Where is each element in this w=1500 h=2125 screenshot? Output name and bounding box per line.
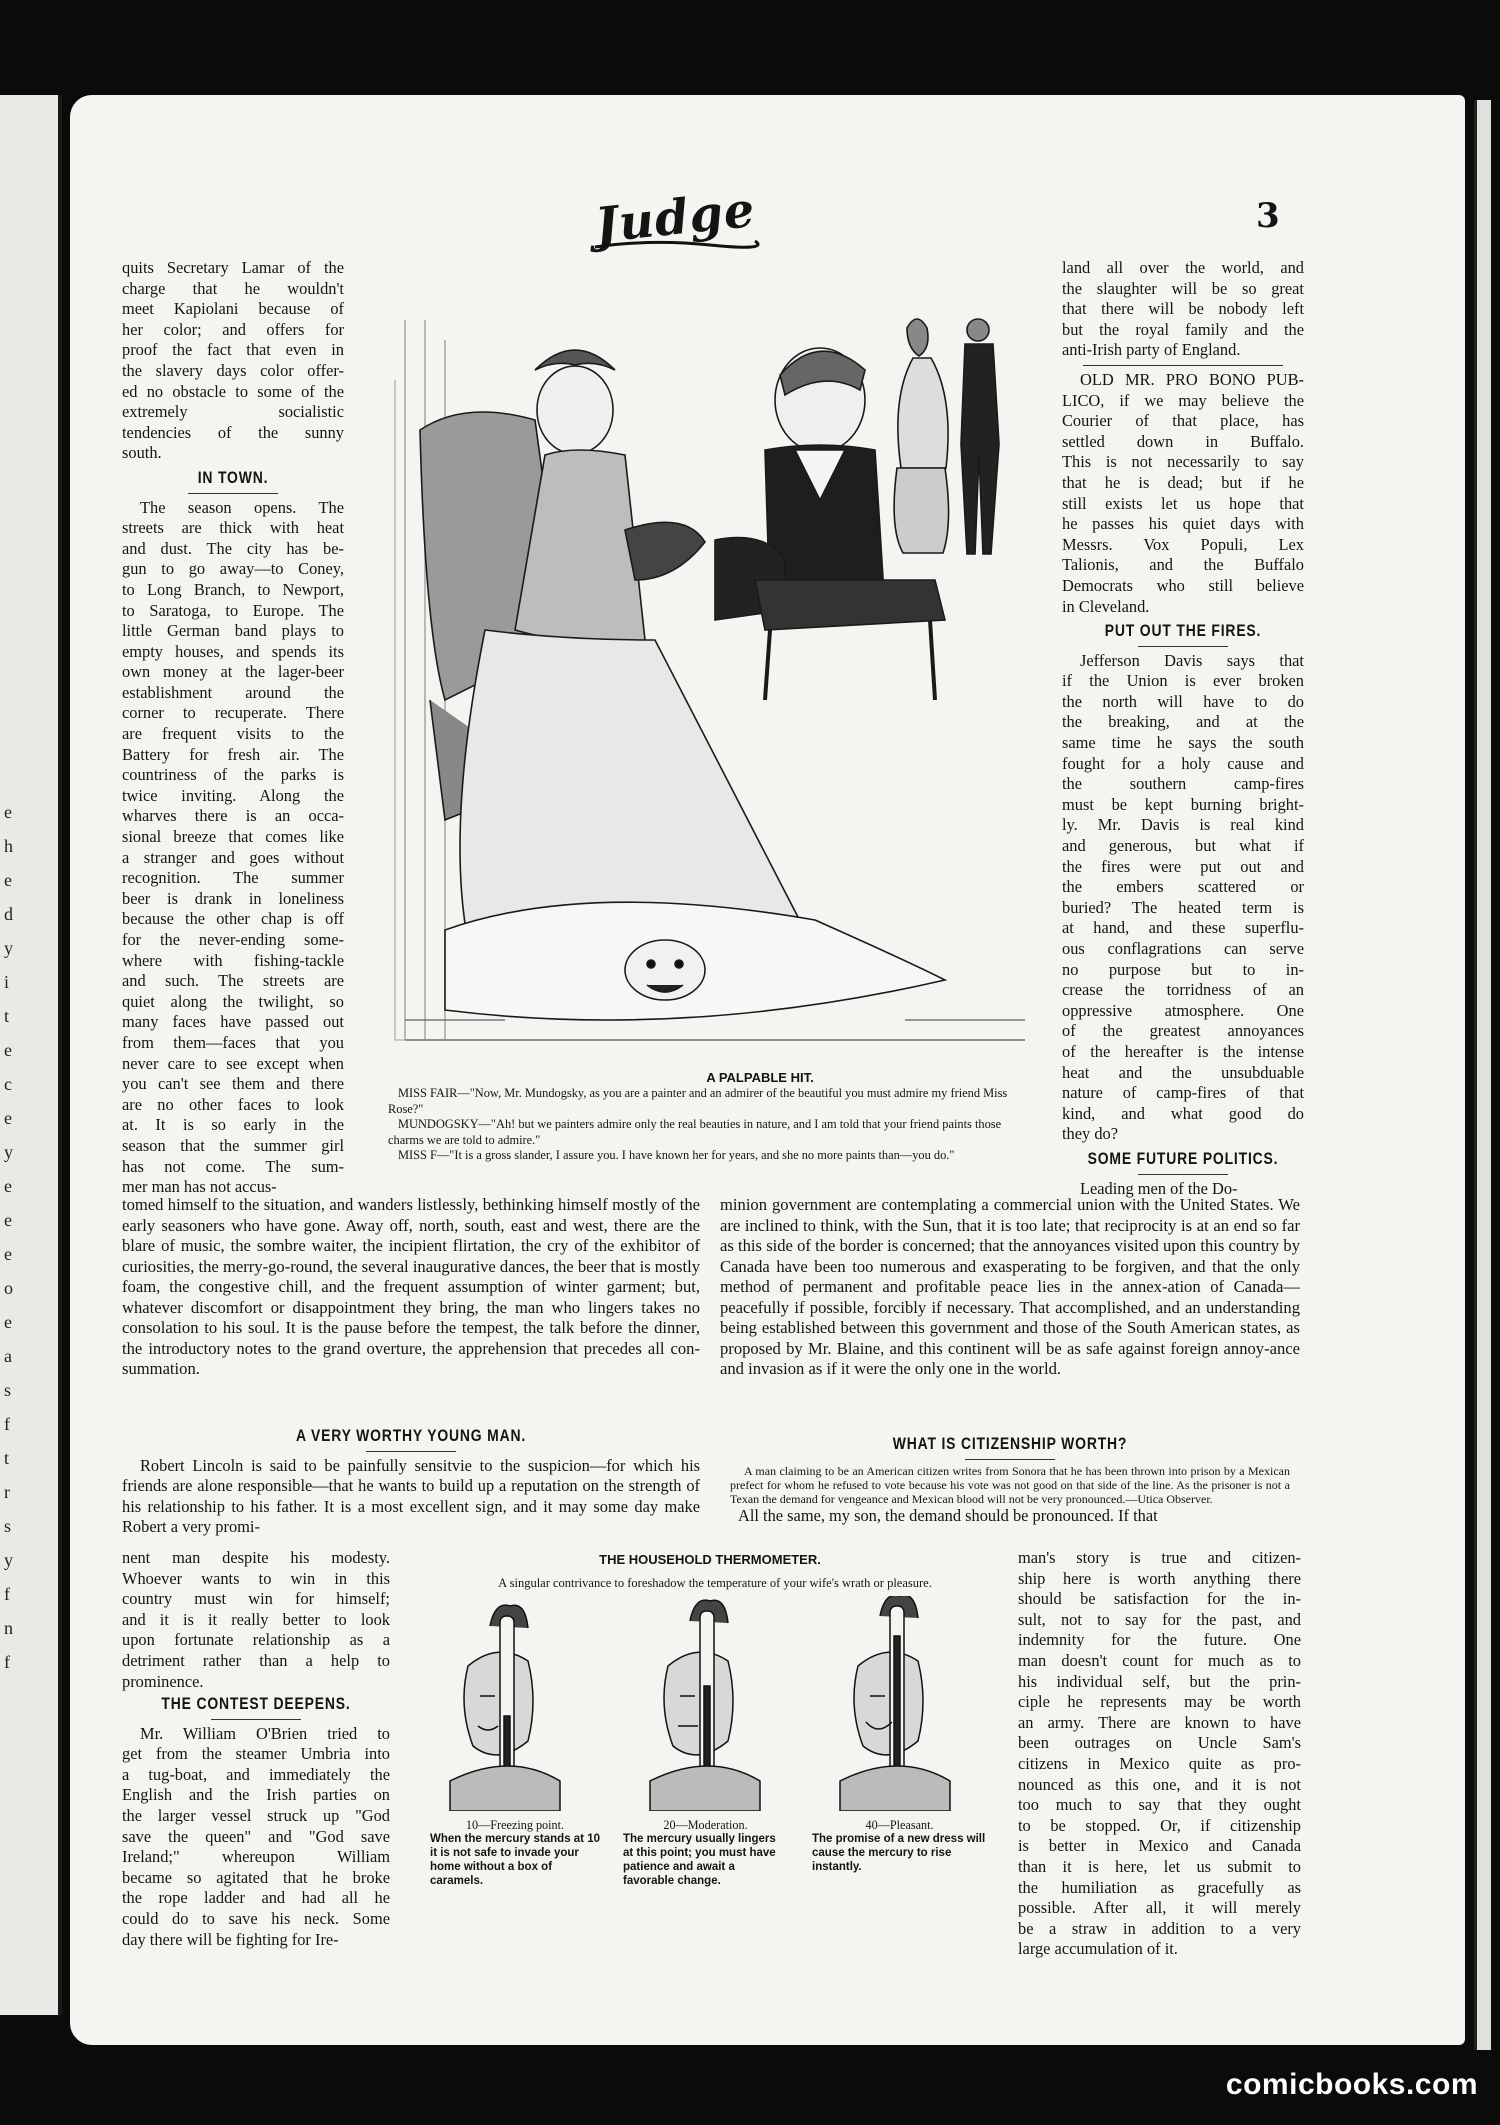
text-line: This is not necessarily to say <box>1062 452 1304 472</box>
text-line: an army. There are known to have <box>1018 1712 1301 1732</box>
text-line: country must win for himself; <box>122 1589 390 1609</box>
text-line: must be kept burning bright- <box>1062 794 1304 814</box>
text-line: of the hereafter is the intense <box>1062 1041 1304 1061</box>
text-line: never care to see except when <box>122 1053 344 1073</box>
future-politics-heading: SOME FUTURE POLITICS. <box>1087 1148 1279 1168</box>
text-line: they do? <box>1062 1124 1118 1144</box>
text-line: upon fortunate relationship as a <box>122 1630 390 1650</box>
panel-3-label: 40—Pleasant. <box>865 1818 934 1832</box>
thermometer-drawing <box>420 1596 1000 1811</box>
text-line: recognition. The summer <box>122 868 344 888</box>
in-town-heading: IN TOWN. <box>197 467 269 487</box>
text-line: could do to save his neck. Some <box>122 1908 390 1928</box>
heading-rule <box>965 1459 1055 1460</box>
in-town-text <box>122 498 344 1198</box>
text-line: charge that he wouldn't <box>122 278 344 298</box>
judge-logo: Judge <box>592 181 758 255</box>
text-line: wharves there is an occa- <box>122 806 344 826</box>
text-line: at. It is so early in the <box>122 1115 344 1135</box>
caption-line-2: MUNDOGSKY—"Ah! but we painters admire only the real beauties in nature, and I am told that your friend paints those charms we are told to admire." <box>388 1117 1002 1147</box>
heading-rule <box>188 493 278 494</box>
text-line: and it is it really better to look <box>122 1609 390 1629</box>
text-line: be a straw in addition to a very <box>1018 1918 1301 1938</box>
text-line: mer man has not accus- <box>122 1177 277 1197</box>
text-line: day there will be fighting for Ire- <box>122 1929 339 1949</box>
text-line: season that the summer girl <box>122 1135 344 1155</box>
text-line: prominence. <box>122 1671 204 1691</box>
text-line: still exists let us hope that <box>1062 493 1304 513</box>
text-line: is better in Mexico and Canada <box>1018 1836 1301 1856</box>
text-line: because the other chap is off <box>122 909 344 929</box>
right-column <box>1062 258 1304 1199</box>
text-line: English and the Irish parties on <box>122 1785 390 1805</box>
facing-page-letter: a <box>4 1346 12 1366</box>
text-line: but the royal family and the <box>1062 319 1304 339</box>
text-line: the embers scattered or <box>1062 877 1304 897</box>
palpable-hit-illustration <box>385 280 1025 1055</box>
panel-1-text: When the mercury stands at 10 it is not safe to invade your home without a box of caramels. <box>430 1833 600 1887</box>
thermometer-title: THE HOUSEHOLD THERMOMETER. <box>599 1552 821 1567</box>
text-line: the slavery days color offer- <box>122 360 344 380</box>
facing-page-letter: e <box>4 1244 12 1264</box>
text-line: own money at the lager-beer <box>122 662 344 682</box>
facing-page-letter: e <box>4 1210 12 1230</box>
thermometer-panel-2 <box>623 1818 788 1888</box>
text-line: man's story is true and citizen- <box>1018 1548 1301 1567</box>
text-line: nounced as this one, and it is not <box>1018 1774 1301 1794</box>
facing-page-letter: f <box>4 1414 10 1434</box>
text-line: been outrages on Uncle Sam's <box>1018 1733 1301 1753</box>
text-line: sional breeze that comes like <box>122 827 344 847</box>
text-line: the rope ladder and had all he <box>122 1888 390 1908</box>
text-line: south. <box>122 443 162 463</box>
text-line: that there will be nobody left <box>1062 299 1304 319</box>
facing-page-letter: i <box>4 972 10 992</box>
facing-page-letter: e <box>4 1312 12 1332</box>
text-line: the fires were put out and <box>1062 856 1304 876</box>
worthy-young-man-continued <box>122 1548 390 1692</box>
palpable-hit-drawing <box>385 280 1025 1055</box>
text-line: buried? The heated term is <box>1062 897 1304 917</box>
text-line: possible. After all, it will merely <box>1018 1898 1301 1918</box>
text-line: from them—faces that you <box>122 1032 344 1052</box>
facing-page-letter: y <box>4 1550 13 1570</box>
face-pleasant <box>840 1596 950 1811</box>
text-line: Talionis, and the Buffalo <box>1062 555 1304 575</box>
text-line: meet Kapiolani because of <box>122 299 344 319</box>
text-line: nent man despite his modesty. <box>122 1548 390 1567</box>
text-line: and such. The streets are <box>122 971 344 991</box>
panel-2-label: 20—Moderation. <box>663 1818 748 1832</box>
text-line: OLD MR. PRO BONO PUB- <box>1080 369 1304 389</box>
text-line: no purpose but to in- <box>1062 959 1304 979</box>
facing-page-letter: r <box>4 1482 10 1502</box>
text-line: Jefferson Davis says that <box>1080 650 1304 670</box>
panel-2-text: The mercury usually lingers at this point; you must have patience and await a favorable change. <box>623 1833 776 1887</box>
text-line: proof the fact that even in <box>122 340 344 360</box>
text-line: ship here is worth anything there <box>1018 1568 1301 1588</box>
citizenship-quote: A man claiming to be an American citizen writes from Sonora that he has been thrown into prison by a Mexican prefect for whom he refused to vote because his vote was not good on that side of the line. As the prisoner is not a Texan the demand for vengeance and Mexican blood will not be very pronounced.—Utica Observer. <box>730 1463 1290 1506</box>
ireland-continued-text <box>1062 258 1304 361</box>
facing-page-letter: y <box>4 1142 13 1162</box>
text-line: extremely socialistic <box>122 402 344 422</box>
thermometer-panel-3 <box>812 1818 987 1874</box>
text-line: in Cleveland. <box>1062 596 1150 616</box>
text-line: and dust. The city has be- <box>122 538 344 558</box>
text-line: has not come. The sum- <box>122 1156 344 1176</box>
text-line: get from the steamer Umbria into <box>122 1744 390 1764</box>
text-line: citizens in Mexico quite as pro- <box>1018 1753 1301 1773</box>
text-line: if the Union is ever broken <box>1062 671 1304 691</box>
text-line: tendencies of the sunny <box>122 422 344 442</box>
worthy-young-man-text: Robert Lincoln is said to be painfully sensitvie to the suspicion—for which his friends are alone responsible—that he wants to build up a reputation on the strength of his relationship to his father. It is a most excellent sign, and it may some day make Robert a very promi- <box>122 1455 700 1537</box>
thermometer-subtitle: A singular contrivance to foreshadow the temperature of your wife's wrath or pleasure. <box>498 1576 932 1590</box>
text-line: establishment around the <box>122 682 344 702</box>
text-line: Courier of that place, has <box>1062 411 1304 431</box>
put-out-the-fires-heading: PUT OUT THE FIRES. <box>1104 621 1262 641</box>
text-line: anti-Irish party of England. <box>1062 340 1241 360</box>
caption-line-1: MISS FAIR—"Now, Mr. Mundogsky, as you are a painter and an admirer of the beautiful you must admire my friend Miss Rose?" <box>388 1086 1008 1116</box>
text-line: land all over the world, and <box>1062 258 1304 277</box>
panel-3-text: The promise of a new dress will cause the mercury to rise instantly. <box>812 1833 986 1873</box>
text-line: Whoever wants to win in this <box>122 1568 390 1588</box>
facing-page-letter: s <box>4 1516 12 1536</box>
text-line: the north will have to do <box>1062 691 1304 711</box>
text-line: large accumulation of it. <box>1018 1939 1178 1959</box>
contest-deepens-section <box>122 1690 390 1950</box>
face-moderation <box>650 1600 760 1811</box>
text-line: the larger vessel struck up "God <box>122 1805 390 1825</box>
text-line: The season opens. The <box>140 497 344 517</box>
section-rule <box>1083 365 1283 366</box>
text-line: where with fishing-tackle <box>122 950 344 970</box>
facing-page-edge <box>0 95 62 2015</box>
text-line: man doesn't count for much as to <box>1018 1650 1301 1670</box>
facing-page-letter: e <box>4 1108 12 1128</box>
logo-underline <box>590 235 760 255</box>
text-line: LICO, if we may believe the <box>1062 390 1304 410</box>
worthy-young-man-section <box>122 1422 700 1538</box>
facing-page-letter: e <box>4 1176 12 1196</box>
facing-page-letter: f <box>4 1584 10 1604</box>
left-column <box>122 258 344 1198</box>
text-line: the southern camp-fires <box>1062 774 1304 794</box>
text-line: at hand, and these superflu- <box>1062 918 1304 938</box>
facing-page-letter: o <box>4 1278 13 1298</box>
text-line: the breaking, and at the <box>1062 712 1304 732</box>
text-line: of the greatest annoyances <box>1062 1021 1304 1041</box>
thermometer-panel-1 <box>430 1818 600 1888</box>
citizenship-continued <box>1018 1548 1301 1960</box>
text-line: that he is dead; but if he <box>1062 472 1304 492</box>
facing-page-letter: e <box>4 802 12 822</box>
text-line: oppressive atmosphere. One <box>1062 1000 1304 1020</box>
future-politics-first-line: Leading men of the Do- <box>1080 1178 1238 1198</box>
text-line: many faces have passed out <box>122 1012 344 1032</box>
text-line: are frequent visits to the <box>122 724 344 744</box>
text-line: corner to recuperate. There <box>122 703 344 723</box>
text-line: to Long Branch, to Newport, <box>122 579 344 599</box>
facing-page-letter: n <box>4 1618 13 1638</box>
watermark: comicbooks.com <box>1225 2068 1478 2101</box>
text-line: and generous, but what if <box>1062 836 1304 856</box>
text-line: save the queen" and "God save <box>122 1826 390 1846</box>
text-line: a stranger and goes without <box>122 847 344 867</box>
citizenship-section <box>720 1430 1300 1526</box>
face-freezing <box>450 1605 560 1811</box>
text-line: to Saratoga, to Europe. The <box>122 600 344 620</box>
text-line: for the never-ending some- <box>122 930 344 949</box>
page-number: 3 <box>1256 196 1280 236</box>
contest-deepens-text <box>122 1724 390 1951</box>
text-line: quiet along the twilight, so <box>122 991 344 1011</box>
facing-page-letter: t <box>4 1448 10 1468</box>
facing-page-letter: e <box>4 1040 12 1060</box>
text-line: fought for a holy cause and <box>1062 753 1304 773</box>
text-line: settled down in Buffalo. <box>1062 431 1304 451</box>
text-line: should be satisfaction for the in- <box>1018 1589 1301 1609</box>
text-line: Messrs. Vox Populi, Lex <box>1062 534 1304 554</box>
text-line: than it is here, let us submit to <box>1018 1856 1301 1876</box>
facing-page-fragments <box>4 795 54 1679</box>
text-line: ciple he represents may be worth <box>1018 1692 1301 1712</box>
heading-rule <box>1138 646 1228 647</box>
heading-rule <box>211 1719 301 1720</box>
facing-page-letter: y <box>4 938 13 958</box>
text-line: gun to go away—to Coney, <box>122 559 344 579</box>
contest-deepens-heading: THE CONTEST DEEPENS. <box>161 1694 351 1713</box>
palpable-hit-caption <box>388 1086 1028 1164</box>
pro-bono-text <box>1062 370 1304 617</box>
text-line: ous conflagrations can serve <box>1062 939 1304 958</box>
text-line: Democrats who still believe <box>1062 575 1304 595</box>
text-line: he passes his quiet days with <box>1062 514 1304 534</box>
facing-page-letter: e <box>4 870 12 890</box>
text-line: became so agitated that he broke <box>122 1867 390 1887</box>
text-line: too much to say that they ought <box>1018 1795 1301 1815</box>
text-line: the humiliation as gracefully as <box>1018 1877 1301 1897</box>
text-line: to be stopped. Or, if citizenship <box>1018 1815 1301 1835</box>
text-line: streets are thick with heat <box>122 518 344 538</box>
text-line: Battery for fresh air. The <box>122 744 344 764</box>
text-line: empty houses, and spends its <box>122 641 344 661</box>
future-politics-continued: minion government are contemplating a commercial union with the United States. We are inclined to think, with the Sun, that it is too late; that reciprocity is at an end so far as this side of the border is concerned; that the annoyances visited upon this country by Canada have been too numerous and exasperating to be forgiven, and that the only method of permanent and profitable peace lies in the annex-ation of Canada—peacefully if possible, forcibly if necessary. That accomplished, and an understanding being established between this government and those of the South American states, as proposed by Mr. Blaine, and this continent will be as safe against foreign annoy-ance and invasion as if it were the only one in the world. <box>720 1195 1300 1378</box>
citizenship-heading: WHAT IS CITIZENSHIP WORTH? <box>892 1434 1128 1453</box>
text-line: indemnity for the future. One <box>1018 1630 1301 1650</box>
caption-line-3: MISS F—"It is a gross slander, I assure you. I have known her for years, and she no more paints than—you do." <box>398 1148 955 1162</box>
text-line: ed no obstacle to some of the <box>122 381 344 401</box>
text-line: the slaughter will be so great <box>1062 278 1304 298</box>
facing-page-letter: s <box>4 1380 12 1400</box>
text-line: her color; and offers for <box>122 319 344 339</box>
text-line: a tug-boat, and immediately the <box>122 1764 390 1784</box>
text-line: countriness of the parks is <box>122 765 344 785</box>
worthy-young-man-heading: A VERY WORTHY YOUNG MAN. <box>295 1426 527 1445</box>
text-line: kind, and what good do <box>1062 1103 1304 1123</box>
text-line: sult, not to say for the past, and <box>1018 1609 1301 1629</box>
text-line: twice inviting. Along the <box>122 785 344 805</box>
text-line: you can't see them and there <box>122 1074 344 1094</box>
citizenship-first-line: All the same, my son, the demand should be pronounced. If that <box>738 1505 1158 1525</box>
facing-page-letter: t <box>4 1006 10 1026</box>
text-line: crease the torridness of an <box>1062 980 1304 1000</box>
text-line: are no other faces to look <box>122 1094 344 1114</box>
panel-1-label: 10—Freezing point. <box>465 1818 565 1832</box>
text-line: his individual self, but the prin- <box>1018 1671 1301 1691</box>
fires-text <box>1062 651 1304 1145</box>
text-line: nature of camp-fires of that <box>1062 1083 1304 1103</box>
text-line: same time he says the south <box>1062 733 1304 753</box>
text-line: quits Secretary Lamar of the <box>122 258 344 277</box>
text-line: beer is drank in loneliness <box>122 888 344 908</box>
heading-rule <box>366 1451 456 1452</box>
text-line: detriment rather than a help to <box>122 1650 390 1670</box>
text-line: ly. Mr. Davis is real kind <box>1062 815 1304 835</box>
text-line: Ireland;" whereupon William <box>122 1847 390 1867</box>
facing-page-letter: f <box>4 1652 10 1672</box>
palpable-hit-title: A PALPABLE HIT. <box>706 1070 814 1085</box>
text-line: heat and the unsubduable <box>1062 1062 1304 1082</box>
text-line: little German band plays to <box>122 621 344 641</box>
lamar-continued-text <box>122 258 344 464</box>
text-line: Mr. William O'Brien tried to <box>140 1723 390 1743</box>
in-town-continued: tomed himself to the situation, and wanders listlessly, bethinking himself mostly of the early seasoners who have gone. Away off, north, south, east and west, there are the blare of music, the sombre waiter, the incipient flirtation, the cry of the exhibitor of curiosities, the merry-go-round, the several inaugurative dances, the beer that is mostly foam, the congestive chill, and the frequent assumption of winter garment; but, whatever discomfort or disappointment they bring, the man who lingers takes no consolation to his soul. It is the pause before the tempest, the talk before the dinner, the introductory notes to the grand overture, the apprehension that precedes all con-summation. <box>122 1195 700 1378</box>
heading-rule <box>1138 1174 1228 1175</box>
page-stack-edge <box>1474 100 1491 2050</box>
facing-page-letter: d <box>4 904 13 924</box>
facing-page-letter: c <box>4 1074 12 1094</box>
facing-page-letter: h <box>4 836 13 856</box>
